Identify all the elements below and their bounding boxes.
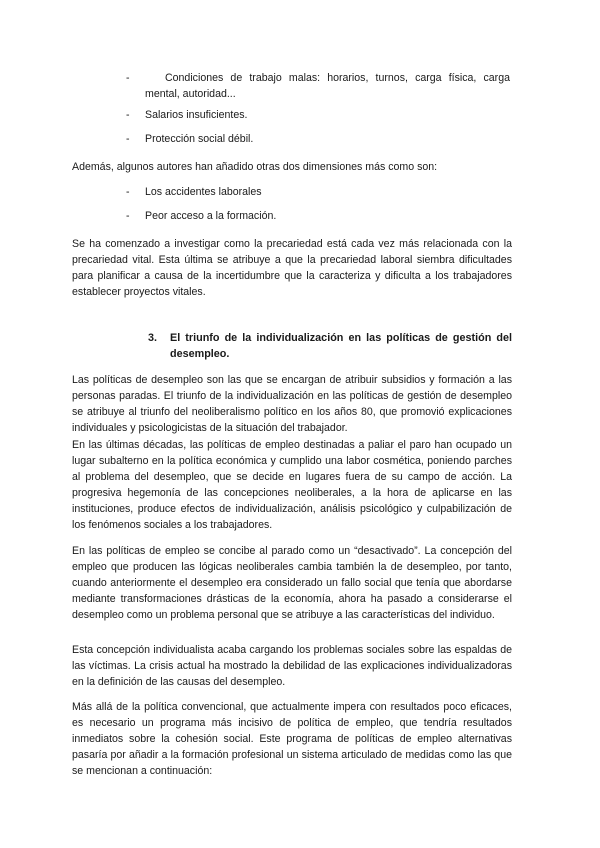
intro-extra-dimensions: Además, algunos autores han añadido otras dos dimensiones más como son: bbox=[72, 161, 438, 173]
section-title: El triunfo de la individualización en las políticas de gestión del desempleo. bbox=[170, 332, 512, 360]
list-marker: - bbox=[126, 109, 130, 121]
list-item-training-access: Peor acceso a la formación. bbox=[145, 210, 277, 222]
paragraph-individualista: Esta concepción individualista acaba cargando los problemas sociales sobre las espaldas de las víctimas. La crisis actual ha mostrado la debilidad de las explicaciones individualizadoras en la definición de las causas del desempleo. bbox=[72, 644, 512, 688]
list-marker: - bbox=[126, 72, 130, 84]
paragraph-desactivado: En las políticas de empleo se concibe al parado como un “desactivado”. La concepción del empleo que producen las lógicas neoliberales cambia también la de desempleo, por tanto, cuando anteriormente el desempleo era considerado un fallo social que tenía que abordarse mediante transformaciones drásticas de la economía, ahora ha pasado a considerarse el desempleo como un problema personal que se atribuye a las características del individuo. bbox=[72, 545, 512, 621]
list-marker: - bbox=[126, 186, 130, 198]
list-marker: - bbox=[126, 210, 130, 222]
paragraph-ultimas-decadas: En las últimas décadas, las políticas de empleo destinadas a paliar el paro han ocupado un lugar subalterno en la política económica y cumplido una labor cosmética, poniendo parches al problema del desempleo, que se decide en lugares fuera de su campo de acción. La progresiva hegemonía de las concepciones neoliberales, a la hora de aplicarse en las instituciones, produce efectos de individualización, análisis psicológico y culpabilización de los fenómenos sociales a los trabajadores. bbox=[72, 439, 512, 531]
list-item-salaries: Salarios insuficientes. bbox=[145, 109, 248, 121]
paragraph-politica-convencional: Más allá de la política convencional, que actualmente impera con resultados poco eficaces, es necesario un programa más incisivo de política de empleo, que tendría resultados inmediatos sobre la cohesión social. Este programa de políticas de empleo alternativas pasaría por añadir a la formación profesional un sistema articulado de medidas como las que se mencionan a continuación: bbox=[72, 701, 512, 777]
paragraph-desempleo-intro: Las políticas de desempleo son las que se encargan de atribuir subsidios y formación a las personas paradas. El triunfo de la individualización en las políticas de gestión de desempleo se atribuye al triunfo del neoliberalismo político en los años 80, que promovió explicaciones individuales y psicologicistas de la situación del trabajador. bbox=[72, 374, 512, 434]
list-item-working-conditions: Condiciones de trabajo malas: horarios, turnos, carga física, carga mental, autoridad... bbox=[145, 72, 510, 100]
paragraph-precariedad: Se ha comenzado a investigar como la precariedad está cada vez más relacionada con la precariedad vital. Esta última se atribuye a que la precariedad laboral siembra dificultades para planificar a causa de la incertidumbre que la caracteriza y dificulta a los trabajadores establecer proyectos vitales. bbox=[72, 238, 512, 298]
list-item-social-protection: Protección social débil. bbox=[145, 133, 254, 145]
list-marker: - bbox=[126, 133, 130, 145]
list-item-accidents: Los accidentes laborales bbox=[145, 186, 262, 198]
section-number: 3. bbox=[148, 332, 158, 344]
